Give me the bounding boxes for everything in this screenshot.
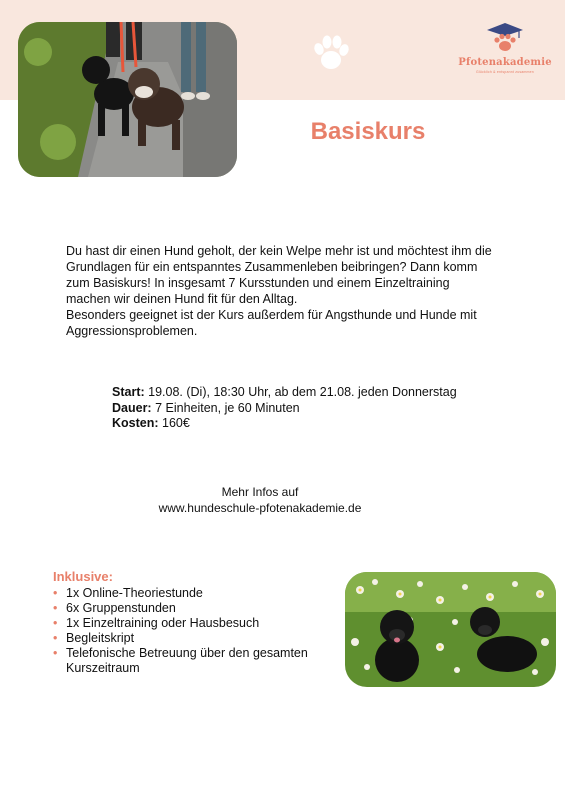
detail-label: Dauer: xyxy=(112,400,152,415)
intro-text xyxy=(66,243,496,339)
page-title: Basiskurs xyxy=(310,118,426,145)
detail-value: 7 Einheiten, je 60 Minuten xyxy=(155,400,300,415)
detail-start xyxy=(112,385,532,401)
website-link[interactable]: www.hundeschule-pfotenakademie.de xyxy=(158,501,362,515)
course-details xyxy=(112,385,532,432)
photo-dogs-in-flowers xyxy=(345,572,556,687)
detail-duration xyxy=(112,401,532,417)
more-info xyxy=(120,484,400,516)
list-item: • 1x Einzeltraining oder Hausbesuch xyxy=(53,616,343,631)
intro-paragraph: Besonders geeignet ist der Kurs außerdem für Angsthunde und Hunde mit Aggressionsproblemen. xyxy=(66,308,477,338)
detail-value: 160€ xyxy=(162,416,190,430)
logo xyxy=(455,22,555,84)
detail-cost xyxy=(112,416,532,432)
detail-label: Kosten: xyxy=(112,416,159,430)
detail-label: Start: xyxy=(112,385,145,399)
graduation-paw-icon xyxy=(485,22,525,54)
more-info-label: Mehr Infos auf xyxy=(221,485,299,499)
logo-tagline: Glücklich & entspannt zusammen xyxy=(476,70,534,74)
inclusive-list xyxy=(53,586,343,676)
inclusive-section xyxy=(53,569,343,676)
list-item: • 1x Online-Theoriestunde xyxy=(53,586,343,601)
inclusive-title: Inklusive: xyxy=(53,569,113,584)
paw-icon xyxy=(310,32,352,74)
logo-name: Pfotenakademie xyxy=(458,57,552,68)
intro-paragraph: Du hast dir einen Hund geholt, der kein Welpe mehr ist und möchtest ihm die Grundlagen für ein entspanntes Zusammenleben beibringen? Dann komm zum Basiskurs! In insgesamt 7 Kursstunden und einem Einzeltraining machen wir deinen Hund fit für den Alltag. xyxy=(66,244,492,306)
photo-dogs-on-path xyxy=(18,22,237,177)
detail-value: 19.08. (Di), 18:30 Uhr, ab dem 21.08. jeden Donnerstag xyxy=(148,385,457,399)
list-item: • Begleitskript xyxy=(53,631,343,646)
list-item: • Telefonische Betreuung über den gesamten Kurszeitraum xyxy=(53,646,343,676)
list-item: • 6x Gruppenstunden xyxy=(53,601,343,616)
